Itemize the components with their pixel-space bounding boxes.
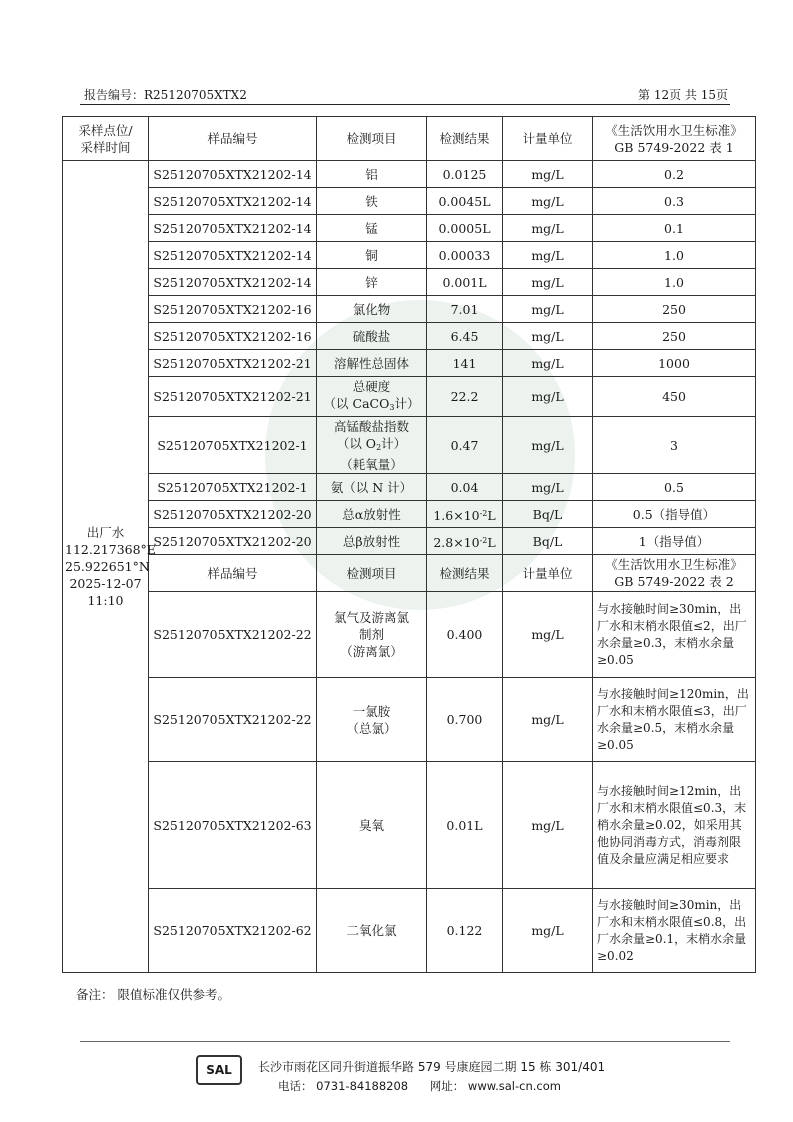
test-item: 高锰酸盐指数 （以 $O_2$计） （耗氧量） (317, 417, 427, 474)
test-item: 氯气及游离氯 制剂 （游离氯） (317, 592, 427, 678)
test-item: 硫酸盐 (317, 323, 427, 350)
unit: mg/L (503, 269, 593, 296)
test-result: 0.00033 (427, 242, 503, 269)
sample-id: S25120705XTX21202-14 (149, 188, 317, 215)
sample-id: S25120705XTX21202-22 (149, 592, 317, 678)
limit: 0.3 (593, 188, 756, 215)
table-row (63, 678, 756, 762)
limit: 0.5 (593, 474, 756, 501)
sample-id: S25120705XTX21202-14 (149, 269, 317, 296)
sample-id: S25120705XTX21202-14 (149, 242, 317, 269)
unit: mg/L (503, 417, 593, 474)
company-logo: SAL (196, 1055, 242, 1085)
table-row (63, 242, 756, 269)
limit: 450 (593, 377, 756, 417)
table-row (63, 350, 756, 377)
header-result: 检测结果 (427, 117, 503, 161)
test-result: 141 (427, 350, 503, 377)
report-number: 报告编号：R25120705XTX2 (84, 88, 247, 102)
test-item: 铜 (317, 242, 427, 269)
unit: mg/L (503, 296, 593, 323)
sample-id: S25120705XTX21202-14 (149, 215, 317, 242)
sample-id: S25120705XTX21202-1 (149, 474, 317, 501)
table-row (63, 296, 756, 323)
test-result: 0.0125 (427, 161, 503, 188)
test-item: 二氧化氯 (317, 889, 427, 973)
header-location: 采样点位/ 采样时间 (63, 117, 149, 161)
unit: mg/L (503, 242, 593, 269)
header-standard: 《生活饮用水卫生标准》 GB 5749-2022 表 2 (593, 555, 756, 592)
sample-id: S25120705XTX21202-20 (149, 501, 317, 528)
location-name: 出厂水 (86, 525, 125, 540)
test-item: 一氯胺 （总氯） (317, 678, 427, 762)
table-row (63, 161, 756, 188)
test-result: 0.122 (427, 889, 503, 973)
test-item: 臭氧 (317, 762, 427, 889)
header-test-item: 检测项目 (317, 117, 427, 161)
table-row-cod (63, 417, 756, 474)
test-result: 0.01L (427, 762, 503, 889)
company-website: 网址： www.sal-cn.com (429, 1079, 561, 1093)
limit: 与水接触时间≥30min，出厂水和末梢水限值≤2，出厂水余量≥0.3，末梢水余量≥0.05 (593, 592, 756, 678)
unit: mg/L (503, 377, 593, 417)
unit: mg/L (503, 592, 593, 678)
table-row (63, 592, 756, 678)
test-item: 铝 (317, 161, 427, 188)
location-latitude: 25.922651°N (65, 559, 150, 574)
test-result: 0.47 (427, 417, 503, 474)
header-divider (80, 104, 730, 105)
test-item: 铁 (317, 188, 427, 215)
sample-id: S25120705XTX21202-21 (149, 377, 317, 417)
limit: 1.0 (593, 242, 756, 269)
sampling-time: 11:10 (87, 593, 124, 608)
table-row-alpha (63, 501, 756, 528)
test-result: $2.8\times 10^{-2}L$ (427, 528, 503, 555)
limit: 0.5（指导值） (593, 501, 756, 528)
header-sample-id: 样品编号 (149, 117, 317, 161)
unit: Bq/L (503, 501, 593, 528)
limit: 1000 (593, 350, 756, 377)
company-address: 长沙市雨花区同升街道振华路 579 号康庭园二期 15 栋 301/401 (258, 1060, 606, 1074)
test-item: 锌 (317, 269, 427, 296)
header-test-item: 检测项目 (317, 555, 427, 592)
sample-id: S25120705XTX21202-22 (149, 678, 317, 762)
table-row (63, 762, 756, 889)
limit: 与水接触时间≥120min，出厂水和末梢水限值≤3，出厂水余量≥0.5，末梢水余量≥0.05 (593, 678, 756, 762)
company-contact (278, 1078, 579, 1094)
limit: 1.0 (593, 269, 756, 296)
table-row (63, 188, 756, 215)
limit: 3 (593, 417, 756, 474)
table-row-hardness (63, 377, 756, 417)
table-row (63, 215, 756, 242)
limit: 0.2 (593, 161, 756, 188)
sample-id: S25120705XTX21202-20 (149, 528, 317, 555)
table-row (63, 269, 756, 296)
unit: mg/L (503, 474, 593, 501)
test-result: 0.001L (427, 269, 503, 296)
page-header (80, 84, 730, 104)
sample-id: S25120705XTX21202-62 (149, 889, 317, 973)
header-sample-id: 样品编号 (149, 555, 317, 592)
test-item: 锰 (317, 215, 427, 242)
sample-id: S25120705XTX21202-16 (149, 323, 317, 350)
company-phone: 电话： 0731-84188208 (278, 1079, 409, 1093)
unit: mg/L (503, 678, 593, 762)
unit: mg/L (503, 188, 593, 215)
unit: mg/L (503, 323, 593, 350)
test-item: 总β放射性 (317, 528, 427, 555)
test-result: 0.0045L (427, 188, 503, 215)
unit: mg/L (503, 889, 593, 973)
results-table (62, 116, 756, 973)
test-result: 0.0005L (427, 215, 503, 242)
sampling-date: 2025-12-07 (69, 576, 142, 591)
test-result: 0.04 (427, 474, 503, 501)
header-standard: 《生活饮用水卫生标准》 GB 5749-2022 表 1 (593, 117, 756, 161)
unit: Bq/L (503, 528, 593, 555)
table-row (63, 889, 756, 973)
footer-divider (80, 1041, 730, 1042)
test-result: $1.6\times 10^{-2}L$ (427, 501, 503, 528)
limit: 1（指导值） (593, 528, 756, 555)
test-item: 氯化物 (317, 296, 427, 323)
test-result: 6.45 (427, 323, 503, 350)
test-item: 总硬度 （以 CaCO$_3$计） (317, 377, 427, 417)
unit: mg/L (503, 215, 593, 242)
limit: 250 (593, 296, 756, 323)
test-item: 总α放射性 (317, 501, 427, 528)
unit: mg/L (503, 161, 593, 188)
table2-header-row (63, 555, 756, 592)
test-result: 0.400 (427, 592, 503, 678)
limit: 0.1 (593, 215, 756, 242)
sample-id: S25120705XTX21202-16 (149, 296, 317, 323)
sampling-location-cell (63, 161, 156, 973)
limit: 与水接触时间≥12min，出厂水和末梢水限值≤0.3，末梢水余量≥0.02，如采用其他协同消毒方式，消毒剂限值及余量应满足相应要求 (593, 762, 756, 889)
sample-id: S25120705XTX21202-1 (149, 417, 317, 474)
table-row-beta (63, 528, 756, 555)
remark-note: 备注： 限值标准仅供参考。 (76, 987, 230, 1002)
limit: 250 (593, 323, 756, 350)
location-longitude: 112.217368°E (65, 542, 156, 557)
test-result: 22.2 (427, 377, 503, 417)
unit: mg/L (503, 762, 593, 889)
table-row-ammonia (63, 474, 756, 501)
sample-id: S25120705XTX21202-14 (149, 161, 317, 188)
test-result: 0.700 (427, 678, 503, 762)
header-unit: 计量单位 (503, 555, 593, 592)
header-result: 检测结果 (427, 555, 503, 592)
sample-id: S25120705XTX21202-21 (149, 350, 317, 377)
sample-id: S25120705XTX21202-63 (149, 762, 317, 889)
table-row (63, 323, 756, 350)
header-unit: 计量单位 (503, 117, 593, 161)
unit: mg/L (503, 350, 593, 377)
page-number: 第 12页 共 15页 (638, 88, 728, 102)
table1-header-row (63, 117, 756, 161)
test-item: 氨（以 N 计） (317, 474, 427, 501)
test-item: 溶解性总固体 (317, 350, 427, 377)
limit: 与水接触时间≥30min，出厂水和末梢水限值≤0.8，出厂水余量≥0.1，末梢水余量≥0.02 (593, 889, 756, 973)
test-result: 7.01 (427, 296, 503, 323)
